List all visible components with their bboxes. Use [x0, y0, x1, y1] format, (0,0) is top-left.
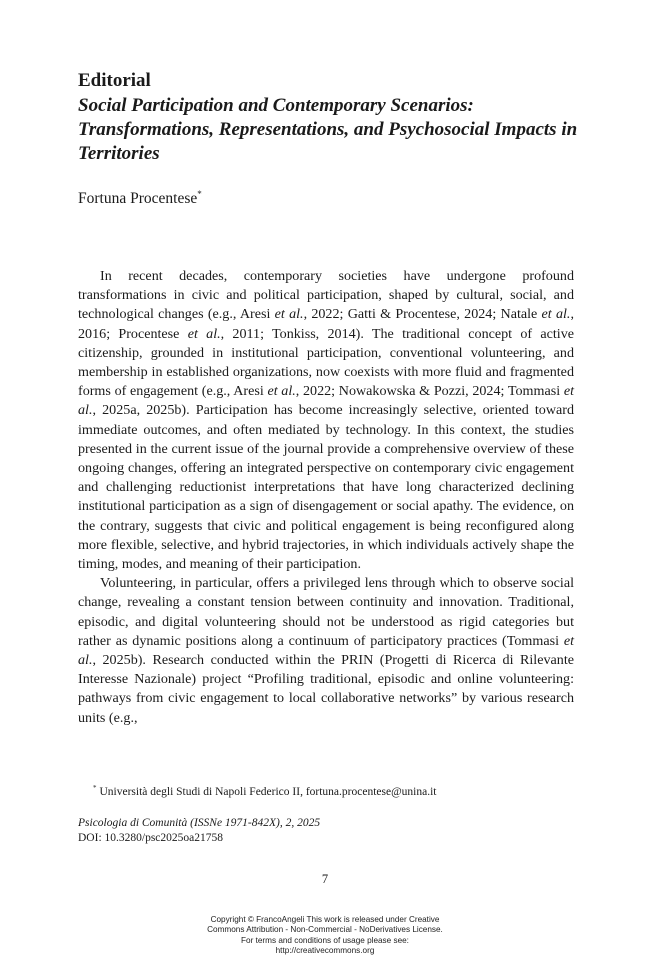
paragraph — [78, 574, 574, 728]
text-run: , 2011; Tonkiss, 2014). The traditional concept of active citizenship, grounded in institutional participation, conventional volunteering, and membership in established organizations, now coexists with more fluid and fragmented forms of engagement (e.g., Aresi — [78, 325, 575, 400]
italic-run: et al. — [541, 306, 571, 323]
italic-run: et al. — [78, 632, 574, 669]
license-line: http://creativecommons.org — [275, 945, 375, 955]
license-notice — [0, 915, 650, 956]
author-name: Fortuna Procentese — [78, 190, 198, 207]
text-run: , 2025a, 2025b). Participation has become increasingly selective, oriented toward immediate outcomes, and often mediated by technology. In this context, the studies presented in the current issue of the journal provide a comprehensive overview of these ongoing changes, offering an integrated perspective on contemporary civic engagement and challenging reductionist interpretations that have long characterized declining institutional participation as a sign of disengagement or social apathy. The evidence, on the contrary, suggests that civic and political engagement is being reconfigured along more flexible, selective, and hybrid trajectories, in which individuals actively shape the timing, modes, and meaning of their participation. — [78, 402, 574, 573]
footnote-text: Università degli Studi di Napoli Federico II, fortuna.procentese@unina.it — [99, 786, 437, 798]
text-run: , 2016; Procentese — [78, 306, 574, 342]
italic-run: et al. — [78, 383, 574, 419]
page-number: 7 — [321, 872, 329, 886]
article-body — [78, 267, 574, 728]
paragraph — [78, 267, 574, 574]
license-line: Commons Attribution - Non-Commercial - NoDerivatives License. — [207, 925, 443, 935]
author-line — [78, 190, 202, 208]
license-line: For terms and conditions of usage please see: — [241, 935, 409, 945]
license-line: Copyright © FrancoAngeli This work is released under Creative — [210, 915, 440, 924]
italic-run: et al. — [274, 306, 304, 323]
text-run: , 2022; Nowakowska & Pozzi, 2024; Tommasi — [295, 383, 564, 400]
section-label: Editorial — [78, 70, 151, 91]
footnote-mark: * — [93, 784, 97, 792]
text-run: Volunteering, in particular, offers a privileged lens through which to observe social change, revealing a constant tension between continuity and innovation. Traditional, episodic, and digital volunteering should not be understood as rigid categories but rather as dynamic positions along a continuum of participatory practices (Tommasi — [78, 575, 574, 649]
text-run: In recent decades, contemporary societies have undergone profound transformations in civic and political participation, shaped by cultural, social, and technological changes (e.g., Aresi — [78, 268, 574, 323]
affiliation-footnote — [93, 786, 573, 798]
italic-run: et al. — [187, 325, 221, 342]
journal-citation: Psicologia di Comunità (ISSNe 1971-842X), 2, 2025 — [78, 817, 321, 829]
text-run: , 2022; Gatti & Procentese, 2024; Natale — [303, 306, 542, 323]
article-title: Social Participation and Contemporary Scenarios: Transformations, Representations, and Psychosocial Impacts in Territories — [78, 95, 578, 164]
author-footnote-mark: * — [197, 189, 202, 199]
text-run: , 2025b). Research conducted within the PRIN (Progetti di Ricerca di Rilevante Interesse Nazionale) project “Profiling traditional, episodic and online volunteering: pathways from civic engagement to local collaborative networks” by various research units (e.g., — [78, 652, 574, 726]
italic-run: et al. — [267, 383, 296, 400]
doi-line: DOI: 10.3280/psc2025oa21758 — [78, 832, 224, 844]
